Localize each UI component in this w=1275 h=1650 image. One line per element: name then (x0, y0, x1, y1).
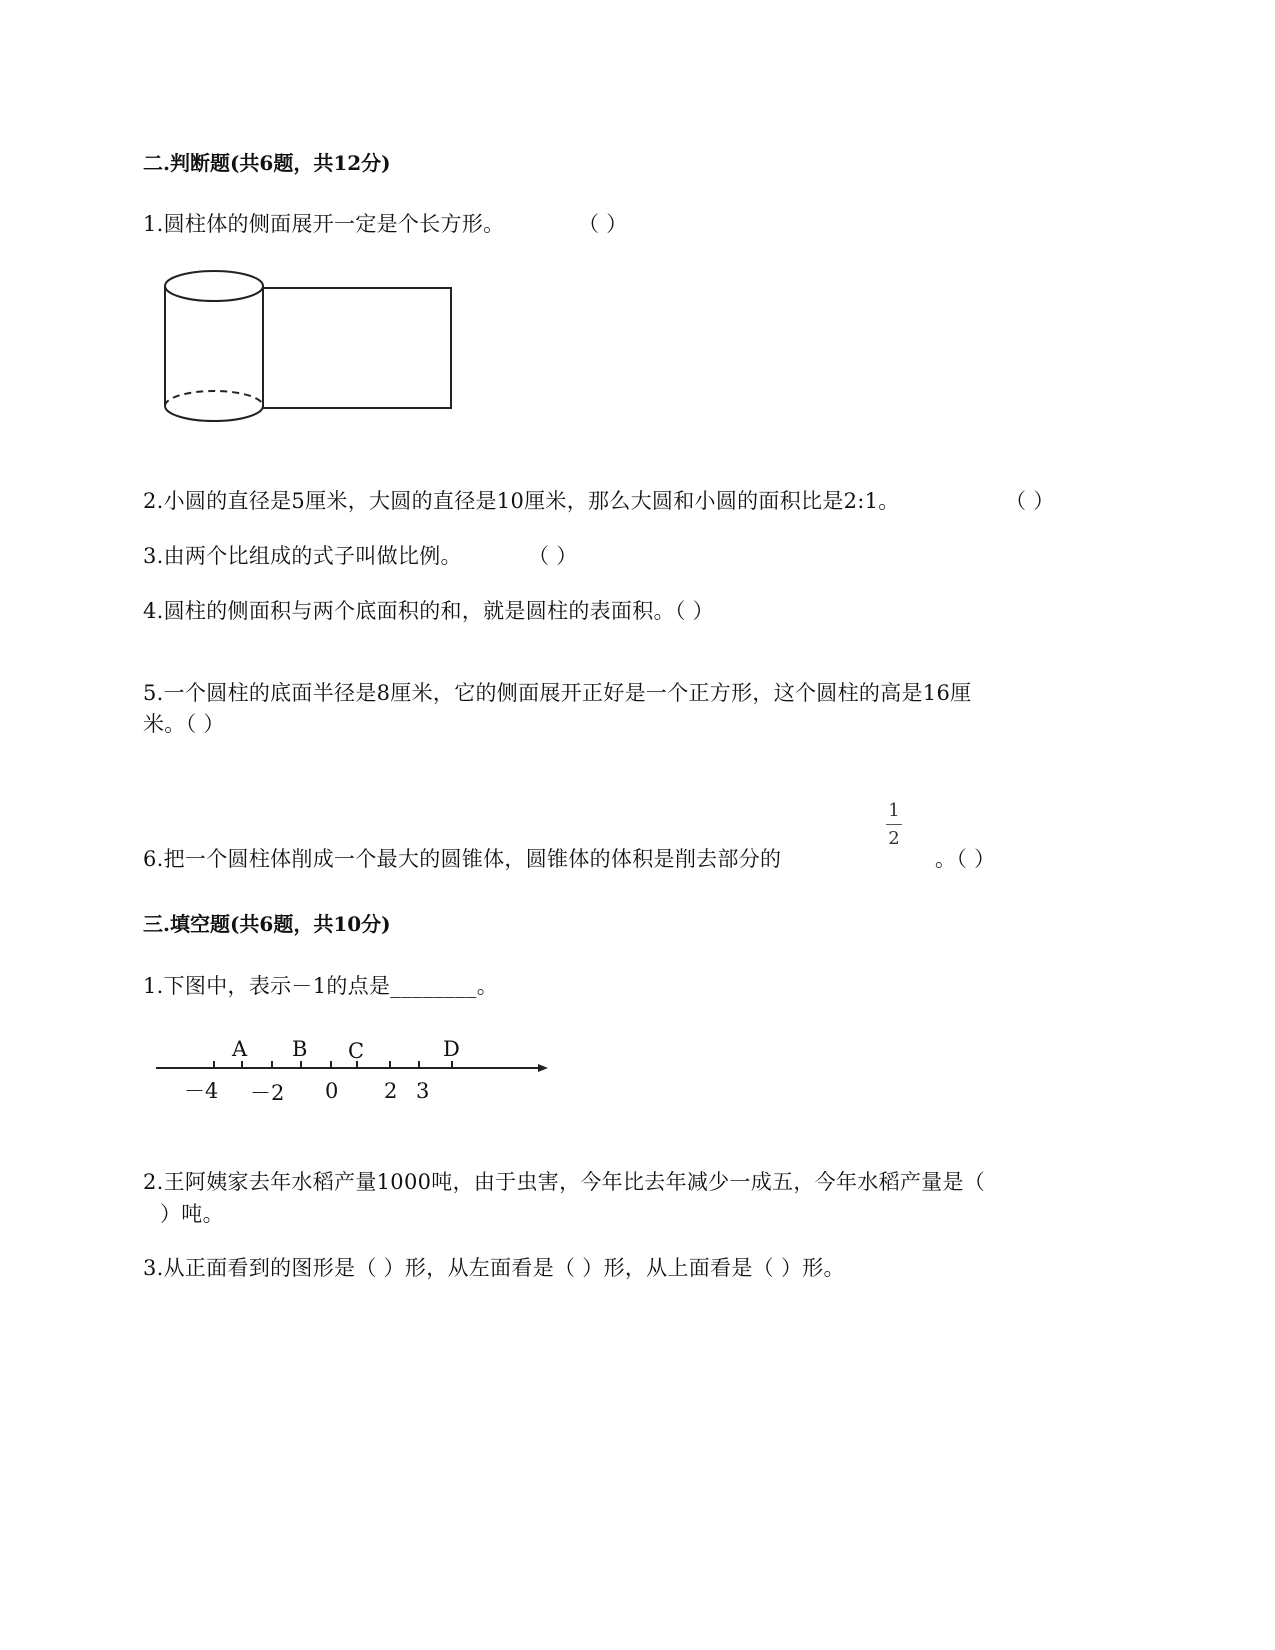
label-point-B: B (292, 1037, 308, 1061)
cylinder-top-ellipse (165, 271, 263, 301)
label-point-C: C (348, 1039, 365, 1063)
s3-question-3: 3.从正面看到的图形是（ ）形，从左面看是（ ）形，从上面看是（ ）形。 (143, 1256, 845, 1280)
s2-question-6: 6.把一个圆柱体削成一个最大的圆锥体，圆锥体的体积是削去部分的 (143, 847, 782, 871)
fraction-one-half (882, 800, 906, 849)
s2-question-5-line2: 米。（ ） (143, 712, 225, 736)
number-line-arrow (538, 1064, 548, 1072)
s2-question-4: 4.圆柱的侧面积与两个底面积的和，就是圆柱的表面积。（ ） (143, 599, 714, 623)
unfolded-rectangle (263, 288, 451, 408)
s2-q3-answer-paren[interactable]: （ ） (528, 544, 578, 568)
label-tick-minus2: －2 (250, 1081, 285, 1105)
label-point-D: D (443, 1037, 460, 1061)
fraction-denominator: 2 (888, 828, 900, 849)
s2-q6-tail[interactable]: 。（ ） (935, 847, 996, 871)
s2-question-1: 1.圆柱体的侧面展开一定是个长方形。 (143, 212, 505, 236)
s3-question-2-line2: ）吨。 (160, 1202, 224, 1226)
cylinder-bottom-front (165, 406, 263, 421)
s2-question-5-line1: 5.一个圆柱的底面半径是8厘米，它的侧面展开正好是一个正方形，这个圆柱的高是16厘 (143, 681, 972, 705)
cylinder-bottom-back-dashed (165, 391, 263, 406)
section3-heading: 三.填空题(共6题，共10分) (143, 912, 391, 936)
s3-question-1: 1.下图中，表示－1的点是________。 (143, 974, 498, 998)
label-tick-2: 2 (384, 1079, 398, 1103)
s2-q1-answer-paren[interactable]: （ ） (578, 212, 628, 236)
s2-question-2: 2.小圆的直径是5厘米，大圆的直径是10厘米，那么大圆和小圆的面积比是2:1。 (143, 489, 900, 513)
label-tick-minus4: －4 (184, 1079, 219, 1103)
cylinder-unfold-figure (160, 268, 460, 428)
label-point-A: A (232, 1037, 248, 1061)
number-line-figure (150, 1030, 560, 1110)
section2-heading: 二.判断题(共6题，共12分) (143, 151, 391, 175)
fraction-numerator: 1 (888, 800, 900, 821)
label-tick-3: 3 (416, 1079, 430, 1103)
s2-question-3: 3.由两个比组成的式子叫做比例。 (143, 544, 462, 568)
s3-question-2-line1: 2.王阿姨家去年水稻产量1000吨，由于虫害，今年比去年减少一成五，今年水稻产量是（ (143, 1170, 986, 1194)
label-tick-0: 0 (325, 1079, 339, 1103)
s2-q2-answer-paren[interactable]: （ ） (1005, 489, 1055, 513)
fraction-bar (886, 824, 902, 825)
